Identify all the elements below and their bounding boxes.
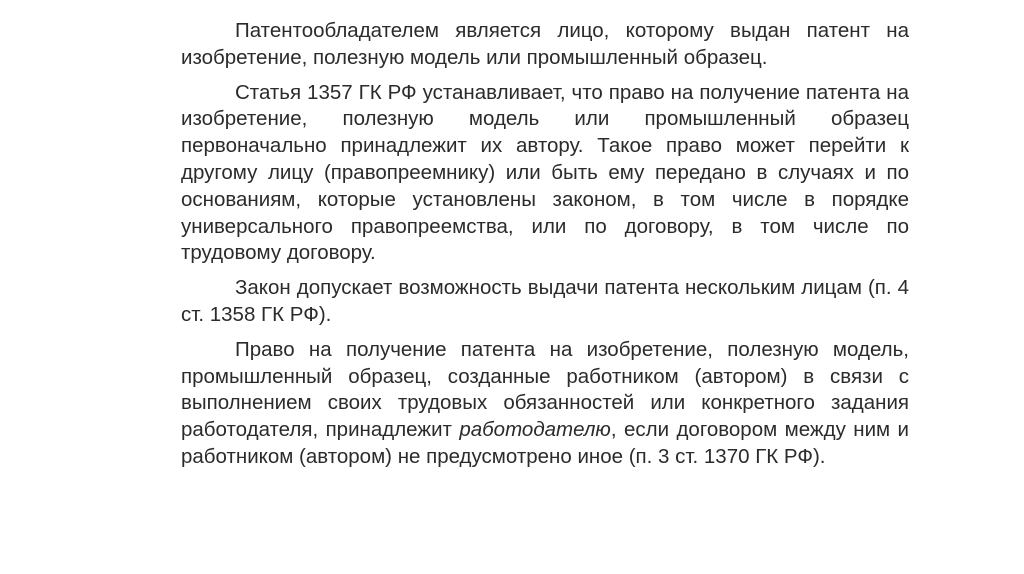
text-block [181, 18, 909, 471]
paragraph-text-before: Право на получение патента на изобретение, полезную модель, промышленный образец, созданные работником (автором) в связи с выполнением своих трудовых обязанностей или конкретного задания работодателя, принадлежит [181, 337, 909, 442]
paragraph-employer-rights [181, 337, 909, 471]
paragraph-article-1357: Статья 1357 ГК РФ устанавливает, что право на получение патента на изобретение, полезную модель или промышленный образец первоначально принадлежит их автору. Такое право может перейти к другому лицу (правопреемнику) или быть ему передано в случаях и по основаниям, которые установлены законом, в том числе в порядке универсального правопреемства, или по договору, в том числе по трудовому договору. [181, 80, 909, 265]
emphasized-term: работодателю [459, 418, 611, 442]
paragraph-patent-holder: Патентообладателем является лицо, которому выдан патент на изобретение, полезную модель или промышленный образец. [181, 19, 909, 69]
paragraph-text-after: , если договором между ним и работником (автором) не предусмотрено иное (п. 3 ст. 1370 ГК РФ). [181, 418, 909, 468]
paragraph-multiple-holders: Закон допускает возможность выдачи патента нескольким лицам (п. 4 ст. 1358 ГК РФ). [181, 276, 909, 326]
